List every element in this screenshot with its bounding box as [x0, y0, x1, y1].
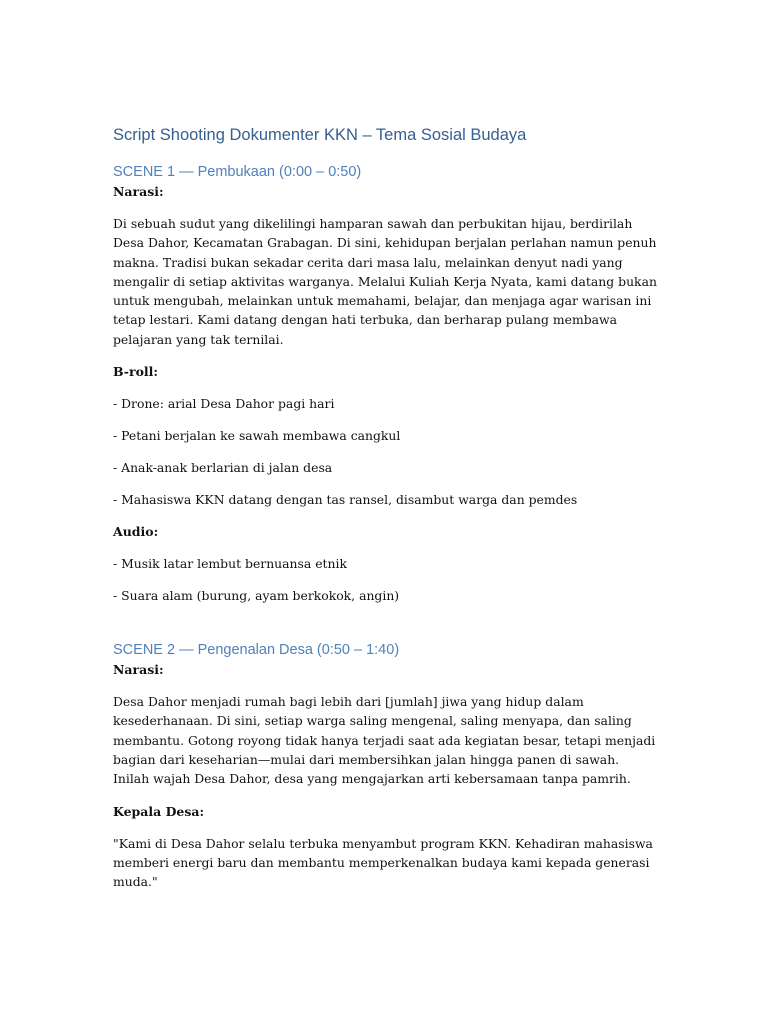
document-body	[113, 124, 658, 904]
broll-item: - Drone: arial Desa Dahor pagi hari	[113, 396, 335, 412]
scene-1-audio-label: Audio:	[113, 524, 159, 540]
scene-2-narasi-text: Desa Dahor menjadi rumah bagi lebih dari [jumlah] jiwa yang hidup dalam kesederhanaan. Di sini, setiap warga saling mengenal, saling menyapa, dan saling membantu. Gotong royong tidak hanya terjadi saat ada kegiatan besar, tetapi menjadi bagian dari keseharian—mulai dari membersihkan jalan hingga panen di sawah. Inilah wajah Desa Dahor, desa yang mengajarkan arti kebersamaan tanpa pamrih.	[113, 694, 656, 787]
scene-1-narasi-text: Di sebuah sudut yang dikelilingi hamparan sawah dan perbukitan hijau, berdirilah Desa Dahor, Kecamatan Grabagan. Di sini, kehidupan berjalan perlahan namun penuh makna. Tradisi bukan sekadar cerita dari masa lalu, melainkan denyut nadi yang mengalir di setiap aktivitas warganya. Melalui Kuliah Kerja Nyata, kami datang bukan untuk mengubah, melainkan untuk memahami, belajar, dan menjaga agar warisan ini tetap lestari. Kami datang dengan hati terbuka, dan berharap pulang membawa pelajaran yang tak ternilai.	[113, 216, 657, 347]
scene-2-heading: SCENE 2 — Pengenalan Desa (0:50 – 1:40)	[113, 642, 400, 659]
kepala-desa-quote: "Kami di Desa Dahor selalu terbuka menyambut program KKN. Kehadiran mahasiswa memberi energi baru dan membantu memperkenalkan budaya kami kepada generasi muda."	[113, 835, 653, 890]
broll-item: - Mahasiswa KKN datang dengan tas ransel, disambut warga dan pemdes	[113, 492, 578, 508]
scene-1-narasi-label: Narasi:	[113, 184, 164, 199]
audio-item: - Suara alam (burung, ayam berkokok, angin)	[113, 588, 400, 604]
audio-item: - Musik latar lembut bernuansa etnik	[113, 556, 347, 572]
broll-item: - Anak-anak berlarian di jalan desa	[113, 460, 333, 476]
scene-spacer	[113, 618, 658, 640]
scene-1-section	[113, 162, 658, 605]
scene-1-heading: SCENE 1 — Pembukaan (0:00 – 0:50)	[113, 164, 362, 180]
document-title: Script Shooting Dokumenter KKN – Tema Sosial Budaya	[113, 126, 527, 144]
broll-item: - Petani berjalan ke sawah membawa cangkul	[113, 428, 401, 444]
kepala-desa-label: Kepala Desa:	[113, 803, 205, 819]
scene-1-broll-label: B-roll:	[113, 364, 159, 380]
scene-2-section	[113, 640, 658, 891]
scene-2-narasi-label: Narasi:	[113, 662, 164, 678]
